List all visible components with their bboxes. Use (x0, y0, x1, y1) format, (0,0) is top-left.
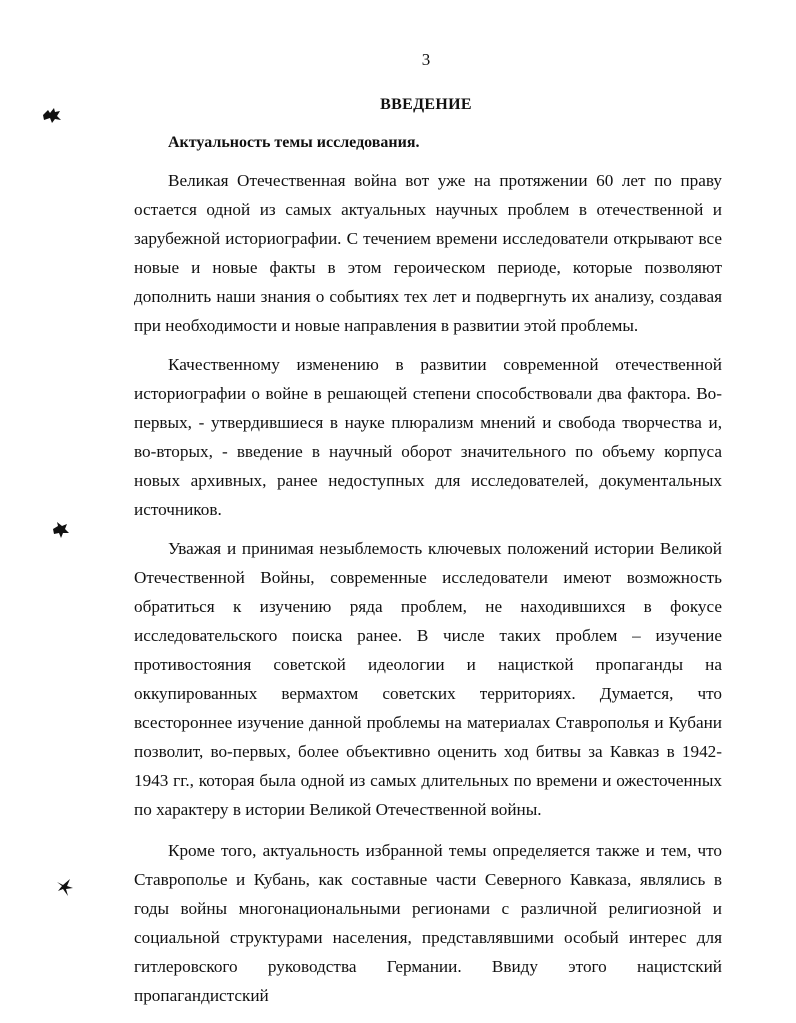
paragraph-3: Уважая и принимая незыблемость ключевых положений истории Великой Отечественной Войны, современные исследователи имеют возможность обратиться к изучению ряда проблем, не находившихся в фокусе исследовательского поиска ранее. В числе таких проблем – изучение противостояния советской идеологии и нацисткой пропаганды на оккупированных вермахтом советских территориях. Думается, что всестороннее изучение данной проблемы на материалах Ставрополья и Кубани позволит, во-первых, более объективно оценить ход битвы за Кавказ в 1942-1943 гг., которая была одной из самых длительных по времени и ожесточенных по характеру в истории Великой Отечественной войны. (134, 539, 722, 819)
punch-hole-mark-bottom (54, 876, 76, 898)
section-title: ВВЕДЕНИЕ (380, 96, 472, 113)
section-subtitle: Актуальность темы исследования. (168, 134, 420, 151)
page-number: 3 (421, 50, 431, 69)
body-text (134, 166, 722, 1018)
paragraph-2: Качественному изменению в развитии современной отечественной историографии о войне в решающей степени способствовали два фактора. Во-первых, - утвердившиеся в науке плюрализм мнений и свобода творчества и, во-вторых, - введение в научный оборот значительного по объему корпуса новых архивных, ранее недоступных для исследователей, документальных источников. (134, 355, 722, 519)
punch-hole-mark-middle (49, 519, 71, 541)
paragraph-4: Кроме того, актуальность избранной темы определяется также и тем, что Ставрополье и Кубань, как составные части Северного Кавказа, являлись в годы войны многонациональными регионами с различной религиозной и социальной структурами населения, представлявшими особый интерес для гитлеровского руководства Германии. Ввиду этого нацистский пропагандистский (134, 841, 722, 1005)
paragraph-1: Великая Отечественная война вот уже на протяжении 60 лет по праву остается одной из самых актуальных научных проблем в отечественной и зарубежной историографии. С течением времени исследователи открывают все новые и новые факты в этом героическом периоде, которые позволяют дополнить наши знания о событиях тех лет и подвергнуть их анализу, создавая при необходимости и новые направления в развитии этой проблемы. (134, 171, 722, 335)
